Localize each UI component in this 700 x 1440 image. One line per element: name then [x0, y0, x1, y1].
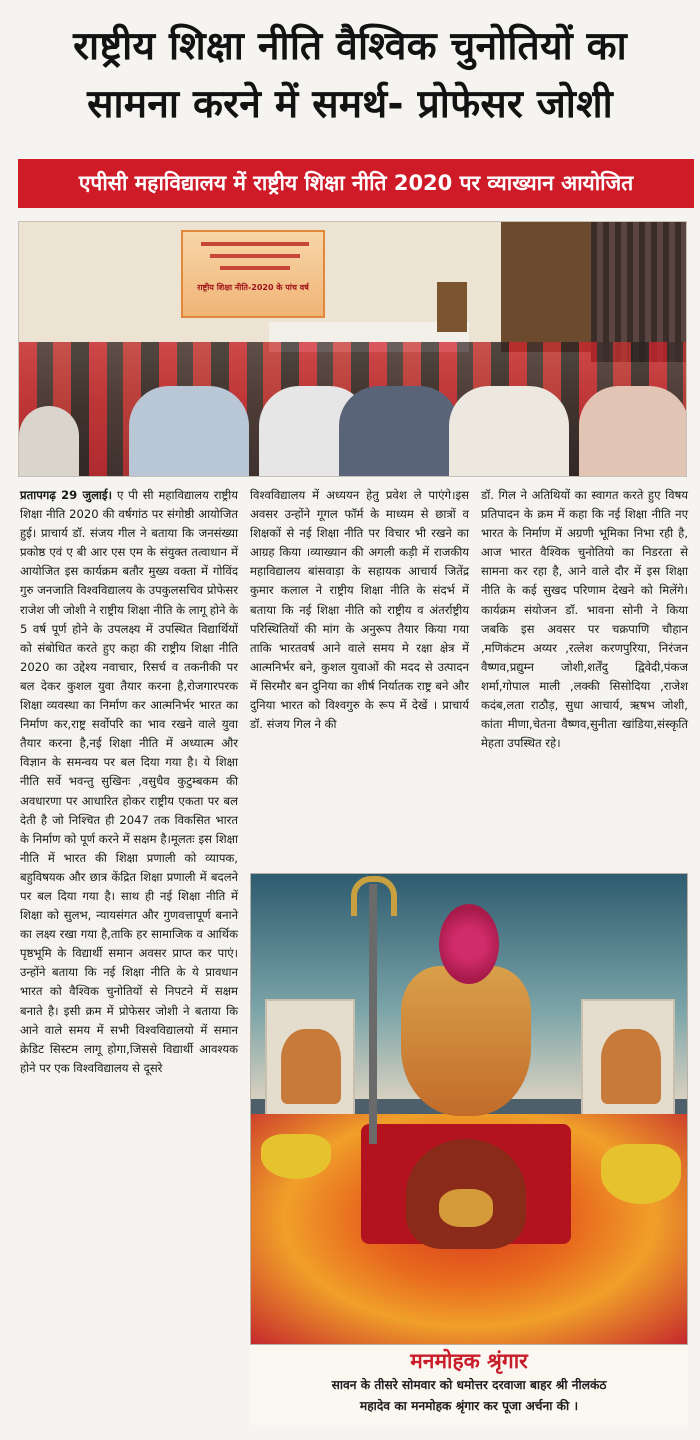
- subheadline-bar: एपीसी महाविद्यालय में राष्ट्रीय शिक्षा नीति 2020 पर व्याख्यान आयोजित: [18, 159, 694, 208]
- caption-title: मनमोहक श्रृंगार: [410, 1349, 528, 1373]
- article-text-2: विश्वविद्यालय में अध्ययन हेतु प्रवेश ले पाएंगे।इस अवसर उन्होंने गूगल फॉर्म के माध्यम से छात्रों व शिक्षकों से नई शिक्षा नीति पर विचार भी रखने का आग्रह किया ।व्याख्यान की अगली कड़ी में राजकीय महाविद्यालय बांसवाड़ा के सहायक आचार्य जितेंद्र कुमार कलाल ने राष्ट्रीय शिक्षा नीति के संदर्भ में बताया कि नई शिक्षा नीति को राष्ट्रीय व अंतर्राष्ट्रीय परिस्थितियों की मांग के अनुरूप तैयार किया गया ताकि भारतवर्ष आने वाले समय मे रक्षा क्षेत्र में आत्मनिर्भर बने, कुशल युवाओं की मदद से उत्पादन में सिरमौर बन दुनिया का शीर्ष निर्यातक राष्ट्र बने और दुनिया भारत को विश्वगुरु के रूप में देखें । प्राचार्य डॉ. संजय गिल ने की: [250, 488, 469, 732]
- banner-text-line: [210, 254, 300, 258]
- article-text-1: ए पी सी महाविद्यालय राष्ट्रीय शिक्षा नीति 2020 की वर्षगांठ पर संगोष्ठी आयोजित हुई। प्राचार्य डॉ. संजय गील ने बताया कि जनसंख्या प्रकोष्ठ एवं ए बी आर एस एम के संयुक्त तत्वाधान में आयोजित इस कार्यक्रम बतौर मुख्य वक्ता में गोविंद गुरु जनजाति विश्वविद्यालय के उपकुलसचिव प्रोफेसर राजेश जी जोशी ने राष्ट्रीय शिक्षा नीति के लागू होने के 5 वर्ष पूर्ण होने के उपलक्ष्य में उपस्थित विद्यार्थियों को संबोधित करते हुए कहा की राष्ट्रीय शिक्षा नीति 2020 का उद्देश्य नवाचार, रिसर्च व तकनीकी पर बल देकर कुशल युवा तैयार करना है,रोजगारपरक शिक्षा व्यवस्था का निर्माण कर आत्मनिर्भर भारत का निर्माण कर,राष्ट्र सर्वोपरि का भाव रखने वाले युवा तैयार करना है,नई शिक्षा नीति में अध्यात्म और विज्ञान के समन्वय पर बल दिया गया है। ये शिक्षा नीति सर्वे भवन्तु सुखिनः ,वसुधैव कुटुम्बकम की अवधारणा पर आधारित होकर राष्ट्रीय एकता पर बल देती है जो निश्चित ही 2047 तक विकसित भारत के निर्माण को पूर्ण करने में सक्षम है।मूलतः इस शिक्षा नीति में भारत की शिक्षा प्रणाली को व्यापक, बहुविषयक और छात्र केंद्रित शिक्षा प्रणाली में बदलने पर बल दिया गया है। साथ ही नई शिक्षा नीति में शिक्षा को सुलभ, न्यायसंगत और गुणवत्तापूर्ण बनाने का लक्ष्य रखा गया है,ताकि हर सामाजिक व आर्थिक पृष्ठभूमि के विद्यार्थी समान अवसर प्राप्त कर पाएं। उन्होंने बताया कि नई शिक्षा नीति के ये प्रावधान भारत को वैश्विक चुनोतियों से निपटने में सक्षम बनाते है। इसी क्रम में प्रोफेसर जोशी ने बताया कि आने वाले समय में सभी विश्वविद्यालयो में समान क्रेडिट सिस्टम लागू होगा,जिससे विद्यार्थी आवश्यक होने पर एक विश्वविद्यालय से दूसरे: [20, 488, 239, 1075]
- audience-person: [579, 386, 687, 476]
- audience-person: [339, 386, 459, 476]
- deity-statue: [601, 1029, 661, 1104]
- deity-face: [439, 1189, 493, 1227]
- trident-pole: [369, 884, 377, 1144]
- article-text-3: डॉ. गिल ने अतिथियों का स्वागत करते हुए विषय प्रतिपादन के क्रम में कहा कि नई शिक्षा नीति नए भारत के निर्माण में अग्रणी भूमिका निभा रही है, आज भारत वैश्विक चुनोतियो का निडरता से सामना कर रहा है, आने वाले दौर में इस शिक्षा नीति के कई सुखद परिणाम देखने को मिलेंगे। कार्यक्रम संयोजन डॉ. भावना सोनी ने किया जबकि इस अवसर पर चक्रपाणि चौहान ,मणिकंटम अय्यर ,रत्लेश करणपुरिया, निरंजन वैष्णव,प्रद्युम्न जोशी,शर्तेंदु द्विवेदी,पंकज शर्मा,गोपाल माली ,लक्की सिसोदिया ,राजेश कदंब,लता राठौड़, सुधा आचार्य, ऋषभ जोशी, कांता मीणा,चेतना वैष्णव,सुनीता खांडिया,संस्कृति मेहता उपस्थित रहे।: [481, 488, 688, 751]
- audience-person: [19, 406, 79, 476]
- headline: [0, 18, 700, 134]
- article-column-2: [250, 486, 469, 734]
- ganesha-statue: [281, 1029, 341, 1104]
- photo-door: [501, 222, 591, 352]
- banana-bunch: [601, 1144, 681, 1204]
- photo-curtain: [591, 222, 686, 362]
- headline-line-1: राष्ट्रीय शिक्षा नीति वैश्विक चुनोतियों का: [73, 24, 627, 69]
- dateline: प्रतापगढ़ 29 जुलाई।: [20, 488, 113, 502]
- banner-text-line: [201, 242, 309, 246]
- audience-person: [449, 386, 569, 476]
- banner-title: राष्ट्रीय शिक्षा नीति-2020 के पांच वर्ष: [197, 283, 309, 292]
- lecture-photo: [18, 221, 687, 477]
- banana-bunch: [261, 1134, 331, 1179]
- flower-garland: [439, 904, 499, 984]
- podium: [437, 282, 467, 332]
- banner-text-line: [220, 266, 290, 270]
- caption-line-2: महादेव का मनमोहक श्रृंगार कर पूजा अर्चना की ।: [359, 1399, 579, 1413]
- headline-line-2: सामना करने में समर्थ- प्रोफेसर जोशी: [87, 82, 613, 127]
- shringar-photo: [250, 873, 688, 1345]
- stage-banner: [181, 230, 325, 318]
- caption-line-1: सावन के तीसरे सोमवार को धमोत्तर दरवाजा बाहर श्री नीलकंठ: [331, 1378, 607, 1392]
- article-column-1: [20, 486, 238, 1078]
- audience-person: [129, 386, 249, 476]
- photo-caption: [250, 1345, 688, 1425]
- trident-head: [351, 876, 397, 916]
- article-column-3: [481, 486, 688, 753]
- kalash: [401, 966, 531, 1116]
